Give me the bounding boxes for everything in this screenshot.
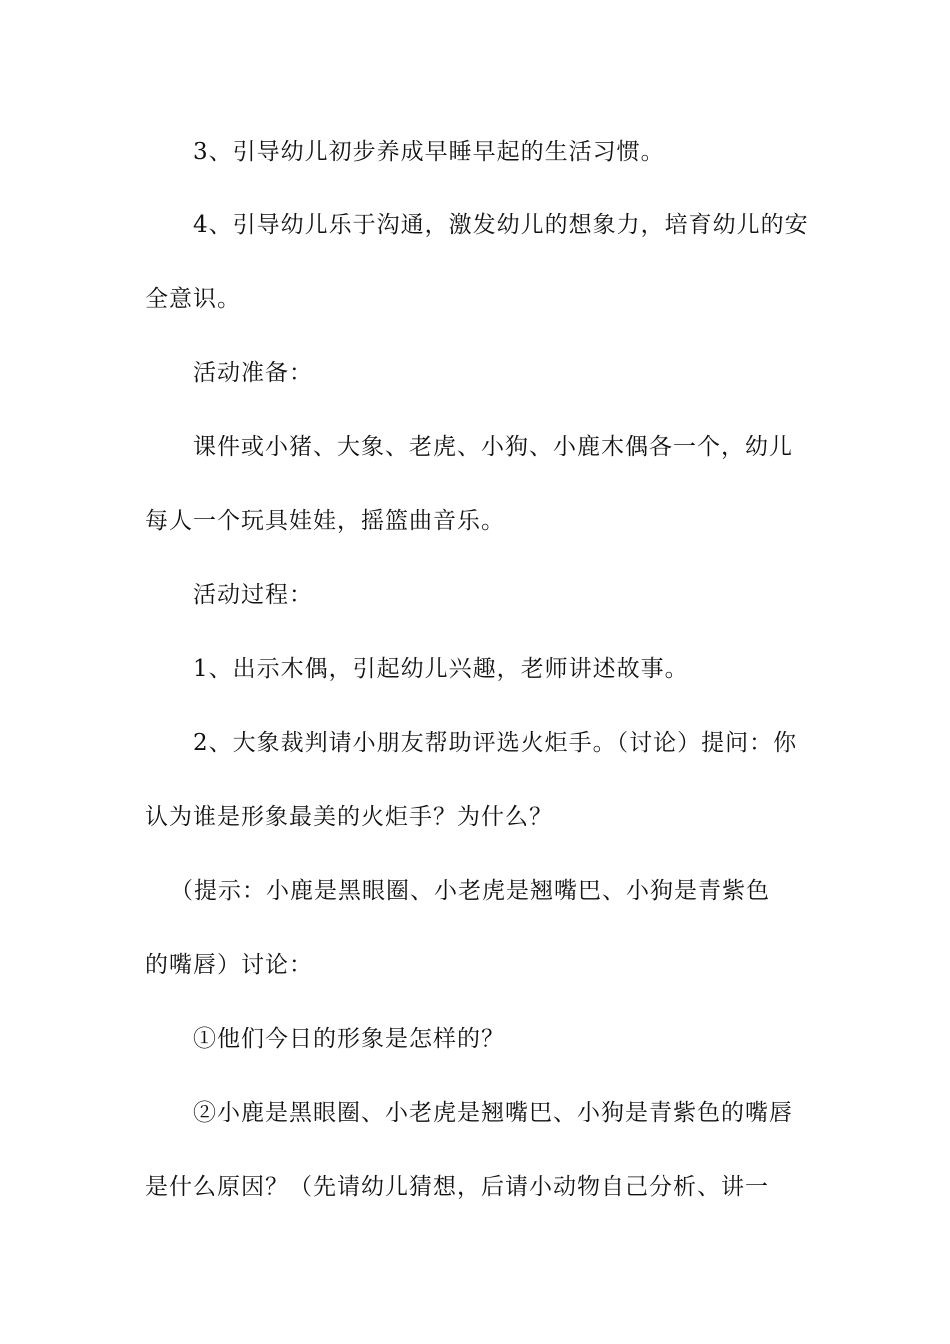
text-line-question-1: ①他们今日的形象是怎样的？ — [193, 1026, 505, 1052]
text-line-question-2-cont: 是什么原因？（先请幼儿猜想，后请小动物自己分析、讲一 — [145, 1174, 769, 1200]
section-heading-process: 活动过程： — [193, 582, 313, 608]
section-heading-preparation: 活动准备： — [193, 360, 313, 386]
text-line-hint: （提示：小鹿是黑眼圈、小老虎是翘嘴巴、小狗是青紫色 — [170, 878, 770, 904]
text-line-hint-cont: 的嘴唇）讨论： — [145, 952, 313, 978]
text-line-step-2-cont: 认为谁是形象最美的火炬手？为什么？ — [145, 804, 553, 830]
text-line-goal-4-cont: 全意识。 — [145, 286, 241, 312]
text-line-question-2: ②小鹿是黑眼圈、小老虎是翘嘴巴、小狗是青紫色的嘴唇 — [193, 1100, 793, 1126]
text-line-step-2: 2、大象裁判请小朋友帮助评选火炬手。（讨论）提问：你 — [193, 730, 798, 756]
text-line-goal-3: 3、引导幼儿初步养成早睡早起的生活习惯。 — [193, 139, 665, 165]
text-line-preparation: 课件或小猪、大象、老虎、小狗、小鹿木偶各一个，幼儿 — [193, 434, 793, 460]
text-line-goal-4: 4、引导幼儿乐于沟通，激发幼儿的想象力，培育幼儿的安 — [193, 212, 809, 238]
text-line-step-1: 1、出示木偶，引起幼儿兴趣，老师讲述故事。 — [193, 656, 689, 682]
text-line-preparation-cont: 每人一个玩具娃娃，摇篮曲音乐。 — [145, 508, 505, 534]
